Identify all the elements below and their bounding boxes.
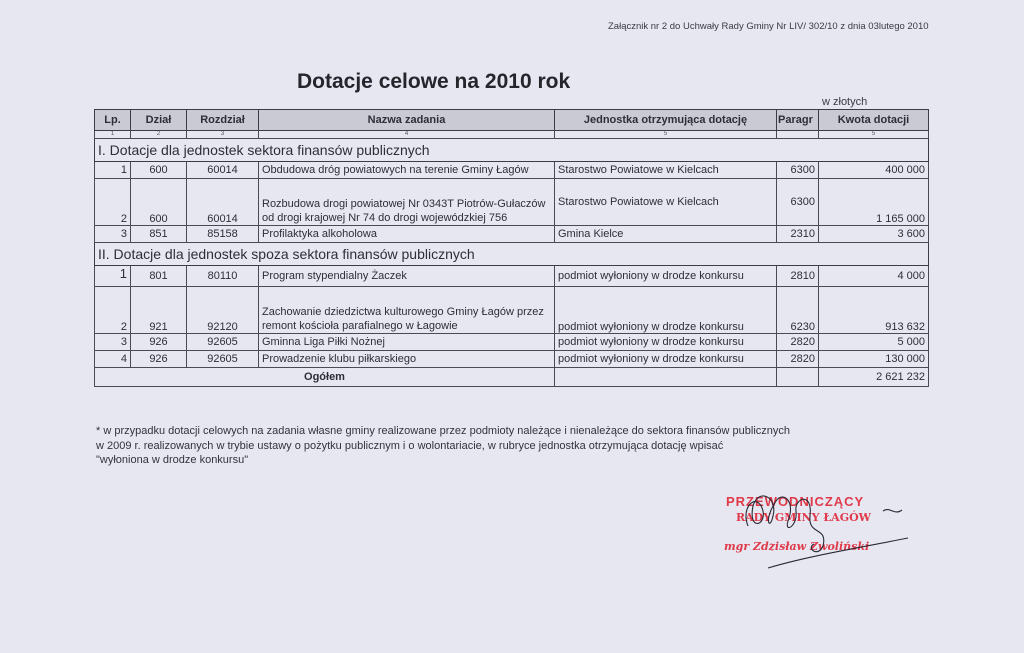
cell-lp: 1: [95, 266, 131, 287]
cell-kwota: 4 000: [819, 266, 929, 287]
colnum: 3: [187, 131, 259, 139]
currency-unit-note: w złotych: [822, 96, 868, 108]
cell-jednostka: Starostwo Powiatowe w Kielcach: [555, 179, 777, 226]
table-row: [95, 351, 929, 368]
cell-dzial: 600: [131, 162, 187, 179]
header-jednostka: Jednostka otrzymująca dotację: [555, 110, 777, 131]
cell-rozdzial: 92120: [187, 287, 259, 334]
table-row: [95, 287, 929, 334]
section-header: [95, 139, 929, 162]
table-row: [95, 226, 929, 243]
cell-lp: 1: [95, 162, 131, 179]
footnote-line: w 2009 r. realizowanych w trybie ustawy o pożytku publicznym i o wolontariacie, w rubryce jednostka otrzymująca dotację wpisać: [96, 439, 724, 452]
cell-lp: 2: [95, 179, 131, 226]
cell-dzial: 851: [131, 226, 187, 243]
cell-nazwa: Zachowanie dziedzictwa kulturowego Gminy Łagów przez remont kościoła parafialnego w Łagowie: [259, 287, 555, 334]
colnum: 2: [131, 131, 187, 139]
cell-jednostka: podmiot wyłoniony w drodze konkursu: [555, 351, 777, 368]
cell-nazwa: Prowadzenie klubu piłkarskiego: [259, 351, 555, 368]
cell-dzial: 801: [131, 266, 187, 287]
table-row: [95, 334, 929, 351]
grants-table: [94, 109, 929, 387]
section-header: [95, 243, 929, 266]
cell-dzial: 926: [131, 334, 187, 351]
section-title: I. Dotacje dla jednostek sektora finansów publicznych: [95, 139, 929, 162]
table-row: [95, 266, 929, 287]
header-paragraf: Paragr: [777, 110, 819, 131]
cell-rozdzial: 60014: [187, 162, 259, 179]
cell-paragraf: 2810: [777, 266, 819, 287]
total-label: Ogółem: [95, 368, 555, 387]
cell-paragraf: 6230: [777, 287, 819, 334]
header-dzial: Dział: [131, 110, 187, 131]
total-row: [95, 368, 929, 387]
header-kwota: Kwota dotacji: [819, 110, 929, 131]
cell-kwota: 400 000: [819, 162, 929, 179]
cell-dzial: 926: [131, 351, 187, 368]
cell-paragraf: 2820: [777, 334, 819, 351]
colnum: 5: [555, 131, 777, 139]
footnote-line: "wyłoniona w drodze konkursu": [96, 454, 249, 466]
cell-jednostka: podmiot wyłoniony w drodze konkursu: [555, 266, 777, 287]
header-nazwa: Nazwa zadania: [259, 110, 555, 131]
cell-nazwa: Gminna Liga Piłki Nożnej: [259, 334, 555, 351]
cell-dzial: 921: [131, 287, 187, 334]
cell-nazwa: Obdudowa dróg powiatowych na terenie Gminy Łagów: [259, 162, 555, 179]
cell-nazwa: Program stypendialny Żaczek: [259, 266, 555, 287]
cell-paragraf: 6300: [777, 162, 819, 179]
document-title: Dotacje celowe na 2010 rok: [297, 70, 571, 93]
colnum: 1: [95, 131, 131, 139]
cell-nazwa: Profilaktyka alkoholowa: [259, 226, 555, 243]
cell-lp: 4: [95, 351, 131, 368]
cell-kwota: 1 165 000: [819, 179, 929, 226]
section-title: II. Dotacje dla jednostek spoza sektora finansów publicznych: [95, 243, 929, 266]
table-header-row: [95, 110, 929, 131]
chairman-stamp: [718, 486, 928, 576]
stamp-name: mgr Zdzisław Zwoliński: [724, 540, 870, 553]
footnote: [96, 424, 790, 468]
colnum: 4: [259, 131, 555, 139]
total-empty: [555, 368, 777, 387]
cell-jednostka: Gmina Kielce: [555, 226, 777, 243]
table-row: [95, 162, 929, 179]
cell-paragraf: 2820: [777, 351, 819, 368]
header-rozdzial: Rozdział: [187, 110, 259, 131]
cell-rozdzial: 60014: [187, 179, 259, 226]
cell-kwota: 130 000: [819, 351, 929, 368]
footnote-line: * w przypadku dotacji celowych na zadania własne gminy realizowane przez podmioty należące i nienależące do sektora finansów publicznych: [96, 425, 790, 437]
cell-jednostka: podmiot wyłoniony w drodze konkursu: [555, 334, 777, 351]
column-number-row: [95, 131, 929, 139]
cell-lp: 3: [95, 226, 131, 243]
header-lp: Lp.: [95, 110, 131, 131]
cell-lp: 2: [95, 287, 131, 334]
cell-dzial: 600: [131, 179, 187, 226]
total-value: 2 621 232: [819, 368, 929, 387]
cell-jednostka: podmiot wyłoniony w drodze konkursu: [555, 287, 777, 334]
colnum: 5: [819, 131, 929, 139]
stamp-council: RADY GMINY ŁAGÓW: [736, 511, 872, 524]
cell-nazwa: Rozbudowa drogi powiatowej Nr 0343T Piotrów-Gułaczów od drogi krajowej Nr 74 do drogi wojewódzkiej 756: [259, 179, 555, 226]
cell-rozdzial: 85158: [187, 226, 259, 243]
cell-jednostka: Starostwo Powiatowe w Kielcach: [555, 162, 777, 179]
handwritten-signature: [718, 486, 928, 576]
cell-paragraf: 6300: [777, 179, 819, 226]
cell-rozdzial: 80110: [187, 266, 259, 287]
cell-lp: 3: [95, 334, 131, 351]
cell-kwota: 3 600: [819, 226, 929, 243]
cell-kwota: 913 632: [819, 287, 929, 334]
colnum: [777, 131, 819, 139]
total-empty: [777, 368, 819, 387]
stamp-title: PRZEWODNICZĄCY: [726, 494, 865, 509]
cell-paragraf: 2310: [777, 226, 819, 243]
cell-rozdzial: 92605: [187, 334, 259, 351]
table-row: [95, 179, 929, 226]
cell-kwota: 5 000: [819, 334, 929, 351]
cell-rozdzial: 92605: [187, 351, 259, 368]
attachment-note: Załącznik nr 2 do Uchwały Rady Gminy Nr LIV/ 302/10 z dnia 03lutego 2010: [608, 21, 929, 32]
